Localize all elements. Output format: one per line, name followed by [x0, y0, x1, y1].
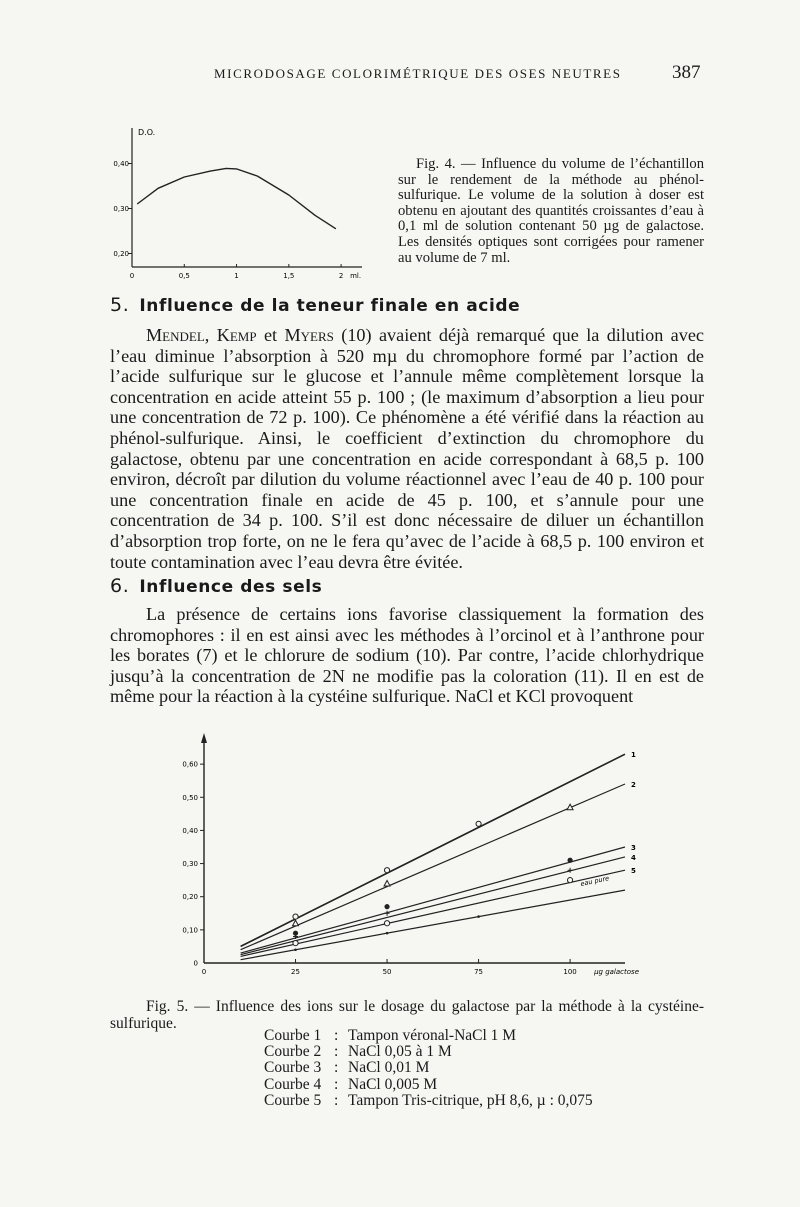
section-6-title: Influence des sels — [139, 577, 323, 597]
curve-description: NaCl 0,01 M — [348, 1059, 430, 1077]
data-point — [385, 911, 390, 916]
section-6-heading — [110, 575, 322, 597]
x-axis-label: µg galactose — [594, 968, 640, 976]
x-tick-label: 0,5 — [178, 272, 190, 280]
data-point — [568, 868, 573, 873]
curve-label: eau pure — [579, 874, 610, 889]
y-tick-label: 0,40 — [113, 160, 129, 168]
data-point — [384, 904, 389, 909]
x-axis-unit: ml. — [350, 272, 362, 280]
data-point — [477, 915, 480, 918]
data-point — [293, 920, 299, 926]
curve-description: Tampon véronal-NaCl 1 M — [348, 1027, 517, 1044]
x-tick-label: 2 — [338, 272, 344, 280]
curve-name: Courbe 1 — [264, 1027, 322, 1044]
series-line — [241, 857, 625, 955]
fig5-marks — [241, 751, 636, 960]
curve-label: 5 — [631, 867, 636, 876]
x-tick-label: 0 — [201, 968, 207, 976]
data-point — [476, 821, 481, 826]
section-6-number: 6. — [110, 575, 130, 597]
y-tick-label: 0,20 — [182, 893, 198, 902]
data-point — [384, 868, 389, 873]
figure-4-chart — [110, 120, 370, 285]
curve-legend-row: Courbe 2 : NaCl 0,05 à 1 M — [264, 1043, 452, 1061]
data-point — [294, 948, 297, 951]
data-point — [386, 932, 389, 935]
fig5-axes — [182, 733, 639, 976]
fig4-marks — [137, 168, 336, 228]
data-point — [293, 941, 298, 946]
x-tick-label: 1 — [234, 272, 239, 280]
curve-legend-row: Courbe 5 : Tampon Tris-citrique, pH 8,6, µ : 0,075 — [264, 1091, 593, 1109]
data-point — [567, 878, 572, 883]
author-sep-1: , — [204, 325, 217, 345]
running-title: MICRODOSAGE COLORIMÉTRIQUE DES OSES NEUTRES — [214, 66, 622, 81]
y-tick-label: 0,60 — [182, 760, 198, 769]
section-5-paragraph — [110, 325, 704, 572]
curve-label: 3 — [631, 844, 636, 852]
curve-description: NaCl 0,005 M — [348, 1075, 438, 1093]
figure-5-caption: Fig. 5. — Influence des ions sur le dosage du galactose par la méthode à la cystéine-sulfurique. — [110, 998, 704, 1032]
curve-label: 1 — [631, 751, 636, 760]
x-tick-label: 0 — [129, 272, 135, 280]
section-6-paragraph: La présence de certains ions favorise classiquement la formation des chromophores : il en est ainsi avec les méthodes à l’orcinol et à l’anthrone pour les borates (7) et le chlorure de sodium (10). Par contre, l’acide chlorhydrique jusqu’à la concentration de 2N ne modifie pas la coloration (11). Il en est de même pour la réaction à la cystéine sulfurique. NaCl et KCl provoquent — [110, 604, 704, 707]
curve-line — [137, 168, 336, 228]
curve-legend-row: Courbe 3 : NaCl 0,01 M — [264, 1059, 430, 1077]
curve-name: Courbe 2 — [264, 1043, 322, 1061]
curve-legend-row: Courbe 1 : Tampon véronal-NaCl 1 M — [264, 1027, 517, 1044]
curve-legend-row: Courbe 4 : NaCl 0,005 M — [264, 1075, 438, 1093]
curve-label: 4 — [631, 853, 636, 862]
x-tick-label: 100 — [563, 968, 577, 976]
curve-name: Courbe 4 — [264, 1075, 322, 1093]
figure-5-chart — [170, 725, 640, 985]
y-axis-label: D.O. — [138, 128, 156, 137]
x-tick-label: 25 — [291, 968, 300, 976]
y-tick-label: 0,10 — [182, 926, 198, 935]
curve-name: Courbe 5 — [264, 1091, 322, 1109]
author-2: Kemp — [216, 325, 257, 345]
data-point — [384, 880, 390, 886]
y-tick-label: 0 — [193, 959, 198, 968]
y-tick-label: 0,40 — [182, 826, 198, 835]
y-tick-label: 0,20 — [113, 250, 129, 258]
section-5-heading — [110, 294, 520, 316]
author-sep-2: et — [256, 325, 285, 345]
curve-legend-list — [264, 1028, 593, 1109]
data-point — [567, 858, 572, 863]
section-5-number: 5. — [110, 294, 130, 316]
data-point — [293, 914, 298, 919]
section-5-title: Influence de la teneur finale en acide — [139, 296, 521, 316]
curve-description: NaCl 0,05 à 1 M — [348, 1043, 452, 1061]
y-tick-label: 0,30 — [113, 205, 129, 213]
y-axis-arrow — [201, 733, 207, 743]
x-tick-label: 75 — [474, 968, 484, 976]
figure-4-caption: Fig. 4. — Influence du volume de l’échantillon sur le rendement de la méthode au phénol-sulfurique. Le volume de la solution à doser est obtenu en ajoutant des quantités croissantes d’eau à 0,1 ml de solution contenant 50 µg de galactose. Les densités optiques sont corrigées pour ramener au volume de 7 ml. — [398, 156, 704, 266]
fig4-axes — [113, 128, 362, 280]
y-tick-label: 0,30 — [182, 860, 198, 869]
curve-name: Courbe 3 — [264, 1059, 322, 1077]
curve-label: 2 — [631, 781, 636, 790]
page-number: 387 — [672, 62, 701, 83]
curve-description: Tampon Tris-citrique, pH 8,6, µ : 0,075 — [348, 1091, 593, 1109]
x-tick-label: 1,5 — [283, 272, 295, 280]
section-5-body: (10) avaient déjà remarqué que la dilution avec l’eau diminue l’absorption à 520 mµ du chromophore formé par l’action de l’acide sulfurique sur le glucose et l’annule même complètement lorsque la concentration en acide atteint 55 p. 100 ; (le maximum d’absorption a lieu pour une concentration de 72 p. 100). Ce phénomène a été vérifié dans la réaction au phénol-sulfurique. Ainsi, le coefficient d’extinction du chromophore du galactose, obtenu par une concentration en acide correspondant à 68,5 p. 100 environ, décroît par dilution du volume réactionnel avec l’eau de 40 p. 100 pour une concentration finale en acide de 45 p. 100, et s’annule pour une concentration de 34 p. 100. S’il est donc nécessaire de diluer un échantillon d’absorption trop forte, on ne le fera qu’avec de l’acide à 68,5 p. 100 environ et toute contamination avec l’eau devra être évitée. — [110, 325, 704, 572]
y-tick-label: 0,50 — [182, 793, 198, 802]
page-header — [0, 62, 800, 86]
x-tick-label: 50 — [382, 968, 392, 976]
data-point — [384, 921, 389, 926]
author-1: Mendel — [146, 325, 205, 345]
author-3: Myers — [284, 325, 334, 345]
